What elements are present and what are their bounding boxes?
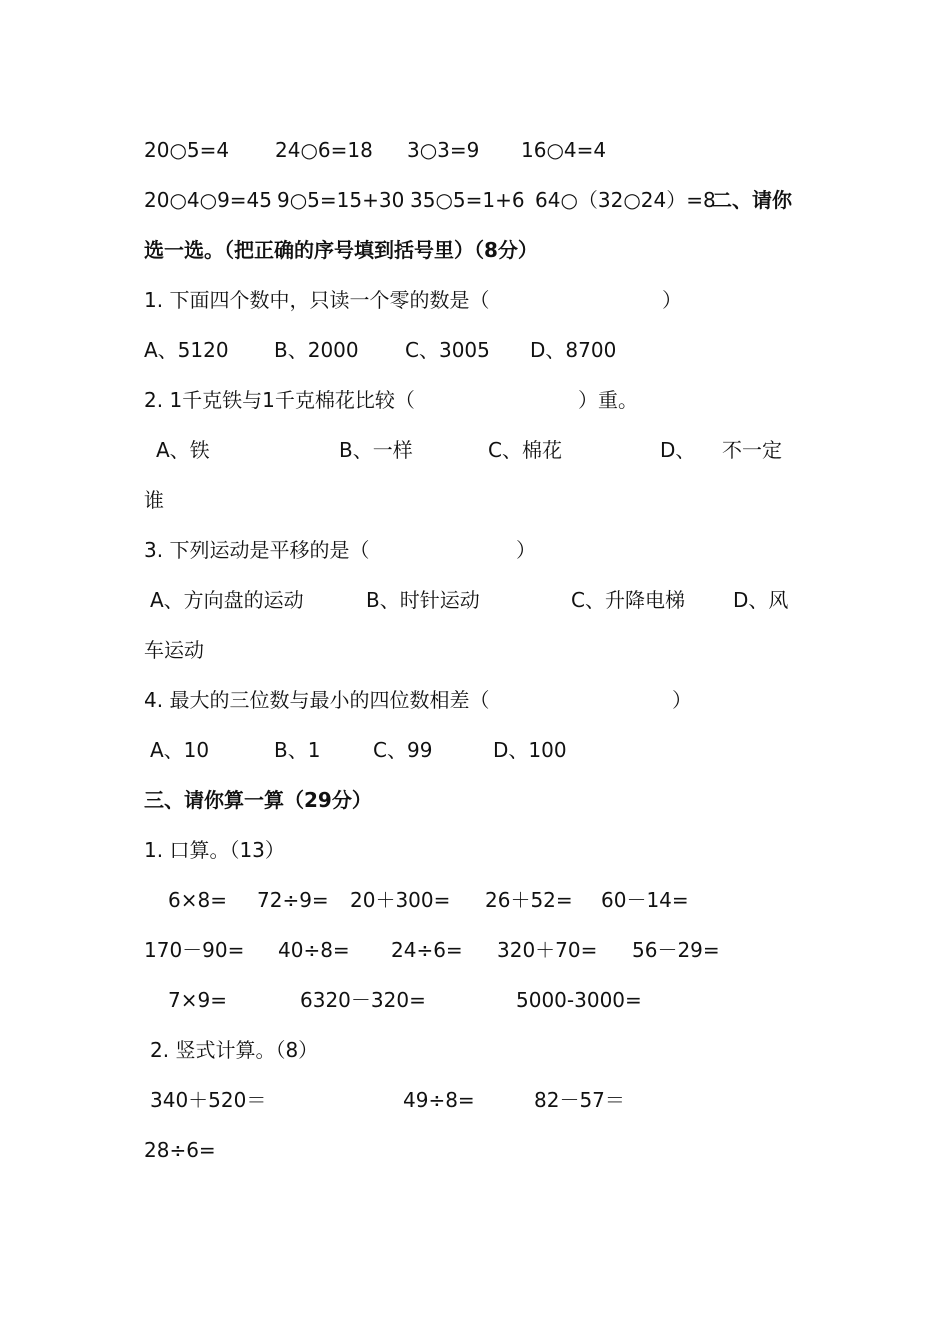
question-4-close: ）: [672, 688, 692, 712]
option-a: A、方向盘的运动: [150, 588, 304, 612]
oral-item: 60－14=: [601, 888, 689, 912]
option-d: D、100: [493, 738, 567, 762]
equation-item: 35○5=1+6: [410, 188, 525, 212]
oral-item: 6320－320=: [300, 988, 426, 1012]
option-d: D、: [660, 438, 696, 462]
section-2-title-rest: 选一选。（把正确的序号填到括号里）（8分）: [144, 238, 538, 262]
option-a: A、5120: [144, 338, 229, 362]
oral-item: 7×9=: [168, 988, 227, 1012]
oral-item: 170－90=: [144, 938, 245, 962]
vertical-item: 82－57＝: [534, 1088, 625, 1112]
option-d-wrap: 谁: [144, 488, 164, 512]
oral-item: 20＋300=: [350, 888, 451, 912]
option-d: D、8700: [530, 338, 617, 362]
question-1-stem: 1. 下面四个数中，只读一个零的数是（: [144, 288, 490, 312]
oral-item: 40÷8=: [278, 938, 350, 962]
question-3-stem: 3. 下列运动是平移的是（: [144, 538, 370, 562]
equation-item: 24○6=18: [275, 138, 373, 162]
option-d-wrap: 车运动: [144, 638, 204, 662]
option-a: A、铁: [156, 438, 210, 462]
equation-item: 9○5=15+30: [277, 188, 405, 212]
question-1-close: ）: [662, 288, 682, 312]
vertical-item: 340＋520＝: [150, 1088, 267, 1112]
section-2-title-start: 二、请你: [712, 188, 792, 212]
equation-item: 3○3=9: [407, 138, 480, 162]
option-a: A、10: [150, 738, 210, 762]
section-3-title-text: 三、请你算一算（29分）: [144, 788, 372, 812]
question-2-stem: 2. 1千克铁与1千克棉花比较（: [144, 388, 415, 412]
option-c: C、升降电梯: [571, 588, 685, 612]
option-d: D、风: [733, 588, 789, 612]
option-b: B、1: [274, 738, 321, 762]
option-b: B、2000: [274, 338, 359, 362]
oral-item: 72÷9=: [257, 888, 329, 912]
option-c: C、棉花: [488, 438, 562, 462]
option-c: C、3005: [405, 338, 490, 362]
equation-item: 16○4=4: [521, 138, 607, 162]
equation-item: 64○（32○24）=8: [535, 188, 716, 212]
question-3-close: ）: [516, 538, 536, 562]
equation-item: 20○4○9=45: [144, 188, 273, 212]
vertical-item: 28÷6=: [144, 1138, 216, 1162]
oral-item: 26＋52=: [485, 888, 573, 912]
oral-item: 24÷6=: [391, 938, 463, 962]
vertical-heading-text: 2. 竖式计算。（8）: [150, 1038, 319, 1062]
option-d-text: 不一定: [722, 438, 782, 462]
option-c: C、99: [373, 738, 433, 762]
question-4-stem: 4. 最大的三位数与最小的四位数相差（: [144, 688, 490, 712]
oral-heading-text: 1. 口算。（13）: [144, 838, 285, 862]
option-b: B、时针运动: [366, 588, 480, 612]
oral-item: 56－29=: [632, 938, 720, 962]
oral-item: 320＋70=: [497, 938, 598, 962]
oral-item: 6×8=: [168, 888, 227, 912]
question-2-close: ）重。: [578, 388, 638, 412]
oral-item: 5000-3000=: [516, 988, 642, 1012]
equation-item: 20○5=4: [144, 138, 230, 162]
vertical-item: 49÷8=: [403, 1088, 475, 1112]
option-b: B、一样: [339, 438, 413, 462]
